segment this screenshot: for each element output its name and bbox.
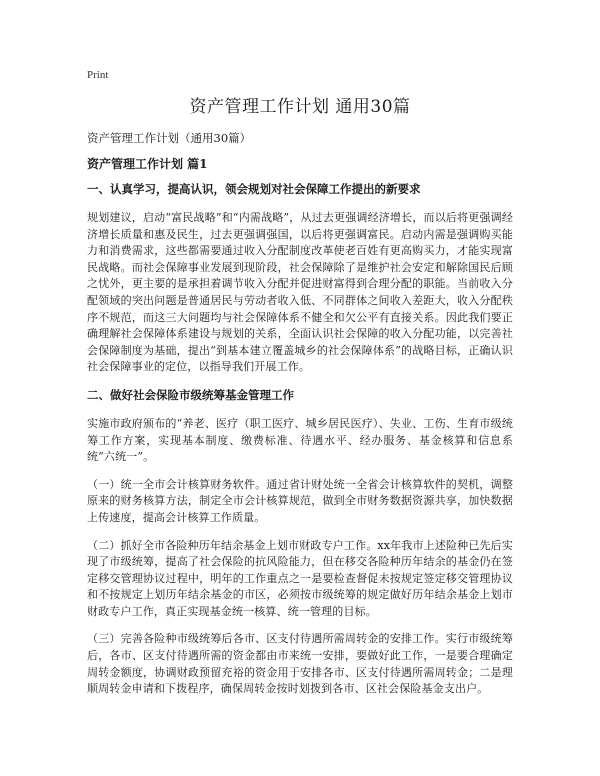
section-2-paragraph-2: （一）统一全市会计核算财务软件。通过省计财处统一全省会计核算软件的契机，调整原来的财务核算方法，制定全市会计核算规范，做到全市财务数据资源共享，加快数据上传速度，提高会计核算工作质量。 bbox=[87, 477, 513, 524]
document-subtitle: 资产管理工作计划（通用30篇） bbox=[87, 131, 252, 145]
section-2-paragraph-4: （三）完善各险种市级统筹后各市、区支付待遇所需周转金的安排工作。实行市级统筹后，各市、区支付待遇所需的资金都由市来统一安排，要做好此工作，一是要合理确定周转金额度，协调财政预留充裕的资金用于安排各市、区支付待遇所需周转金；二是理顺周转金申请和下拨程序，确保周转金按时划拨到各市、区社会保险基金支出户。 bbox=[87, 632, 513, 696]
section-2-paragraph-3: （二）抓好全市各险种历年结余基金上划市财政专户工作。xx年我市上述险种已先后实现了市级统筹，提高了社会保险的抗风险能力，但在移交各险种历年结余的基金仍在签定移交管理协议过程中，明年的工作重点之一是要检查督促未按规定签定移交管理协议和不按规定上划历年结余基金的市区，必须按市级统筹的规定做好历年结余基金上划市财政专户工作，真正实现基金统一核算、统一管理的目标。 bbox=[87, 538, 513, 618]
document-title: 资产管理工作计划 通用30篇 bbox=[189, 97, 411, 117]
section-2-heading: 二、做好社会保险市级统筹基金管理工作 bbox=[87, 387, 294, 402]
section-1-heading: 一、认真学习，提高认识，领会规划对社会保障工作提出的新要求 bbox=[87, 182, 421, 196]
section-1-paragraph: 规划建议，启动“富民战略”和“内需战略”，从过去更强调经济增长，而以后将更强调经济增长质量和惠及民生，过去更强调强国，以后将更强调富民。启动内需是强调购买能力和消费需求，这些都需要通过收入分配制度改革使老百姓有更高购买力，才能实现富民战略。而社会保障事业发展到现阶段，社会保障除了是维护社会安定和解除国民后顾之忧外，更主要的是承担着调节收入分配并促进财富得到合理分配的职能。当前收入分配领域的突出问题是普通居民与劳动者收入低、不同群体之间收入差距大，收入分配秩序不规范，而这三大问题均与社会保障体系不健全和欠公平有直接关系。因此我们要正确理解社会保障体系建设与规划的关系，全面认识社会保障的收入分配功能，以完善社会保障制度为基础，提出“到基本建立覆盖城乡的社会保障体系”的战略目标，正确认识社会保障事业的定位，以指导我们开展工作。 bbox=[87, 211, 513, 374]
chapter-title: 资产管理工作计划 篇1 bbox=[87, 157, 208, 171]
print-label: Print bbox=[87, 69, 109, 81]
section-2-paragraph-1: 实施市政府颁布的“养老、医疗（职工医疗、城乡居民医疗）、失业、工伤、生育市级统筹工作方案，实现基本制度、缴费标准、待遇水平、经办服务、基金核算和信息系统“六统一”。 bbox=[87, 416, 513, 464]
